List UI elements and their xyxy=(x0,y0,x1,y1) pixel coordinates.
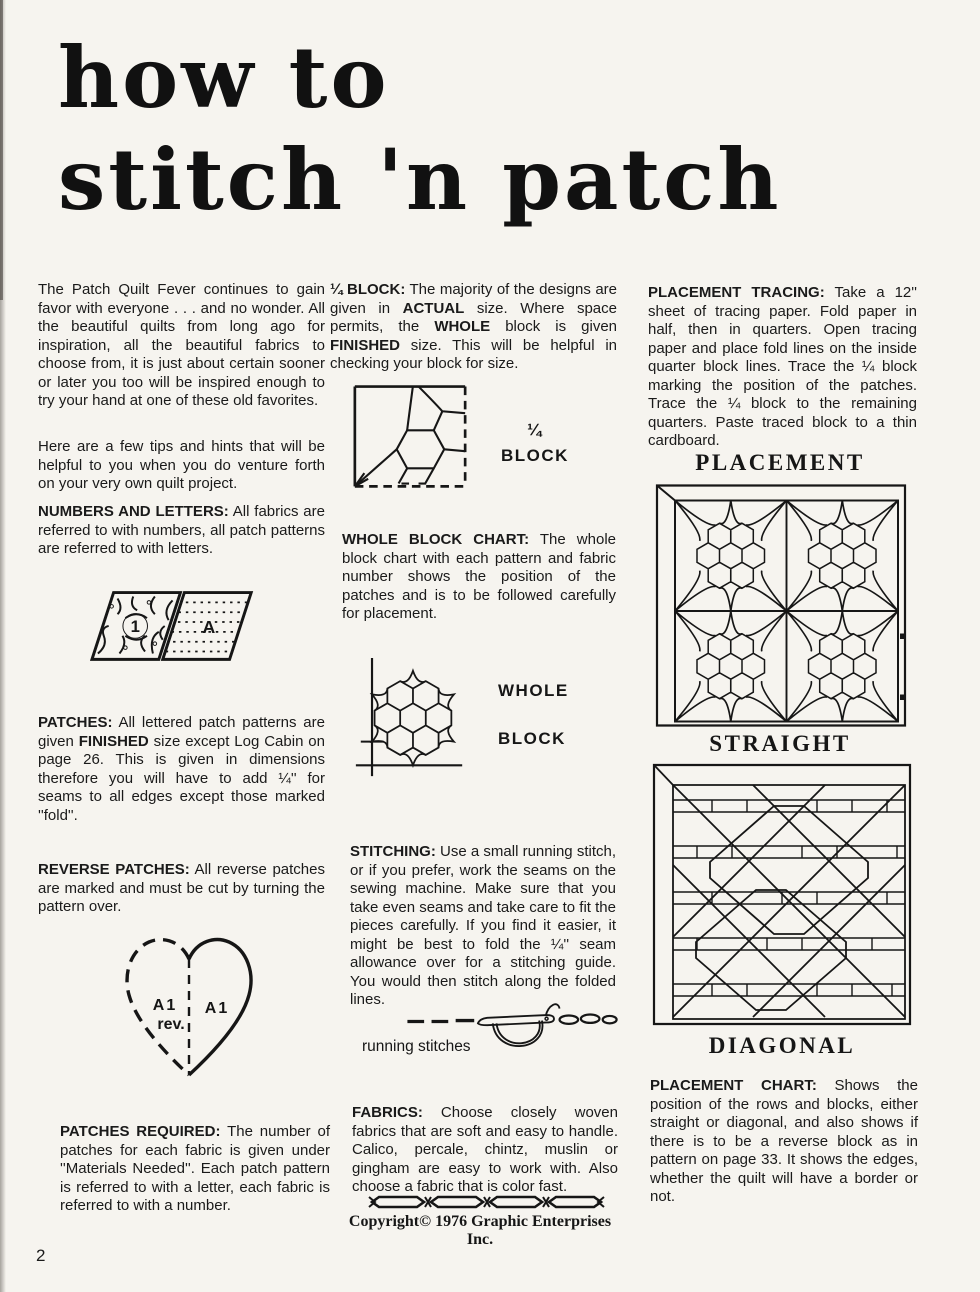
text-run: Use a small running stitch, or if you prefer, work the seams on the sewing machine. Make sure that you take even seams and take care to fit the pieces carefully. If you find it easier, it might be best to fold the ¼'' seam allowance over for a stitching guide. You would then stitch along the folded lines. xyxy=(350,843,616,1008)
fabric-number-label: 1 xyxy=(130,616,140,636)
text-run: All lettered patch patterns are given xyxy=(38,714,325,750)
intro-paragraph-1 xyxy=(38,281,325,411)
section-label: STITCHING: xyxy=(350,843,436,860)
running-stitch-caption: running stitches xyxy=(362,1038,471,1055)
text-run: Here are a few tips and hints that will be helpful to you when you do venture forth on your very own quilt project. xyxy=(38,438,325,492)
copyright-line: Copyright© 1976 Graphic Enterprises Inc. xyxy=(348,1213,612,1248)
placement-chart-paragraph xyxy=(650,1077,918,1207)
text-run: Take a 12'' sheet of tracing paper. Fold paper in half, then in quarters. Open tracing paper and place fold lines on the inside quarter block lines. Trace the ¼ block marking the position of the patches. Trace the ¼ block to the remaining quarters. Paste traced block to a thin cardboard. xyxy=(648,284,917,449)
bold-run: FINISHED xyxy=(330,336,401,354)
placement-heading: PLACEMENT xyxy=(695,450,865,475)
page-edge-dark-line xyxy=(0,0,3,300)
bold-run: WHOLE xyxy=(434,318,491,335)
text-run: Choose closely woven fabrics that are soft and easy to handle. Calico, percale, chintz, muslin or gingham are easy to work with. Also choose a fabric that is color fast. xyxy=(352,1104,618,1195)
text-run: All reverse patches are marked and must be cut by turning the pattern over. xyxy=(38,861,325,915)
text-run: The whole block chart with each pattern and fabric number shows the position of the patches and is to be followed carefully for placement. xyxy=(342,531,616,622)
section-label: FABRICS: xyxy=(352,1104,423,1121)
whole-block-diagram xyxy=(348,656,474,784)
patches-paragraph xyxy=(38,714,325,825)
section-label: NUMBERS AND LETTERS: xyxy=(38,503,229,520)
page-number: 2 xyxy=(36,1246,46,1265)
reverse-patch-heart-diagram xyxy=(118,933,260,1083)
divider-ornament xyxy=(366,1193,606,1211)
left-half-sublabel: rev. xyxy=(157,1016,185,1033)
text-run: The majority of the designs are given in xyxy=(330,281,617,317)
section-label: PATCHES: xyxy=(38,714,113,731)
diagonal-heading: DIAGONAL xyxy=(708,1033,856,1058)
whole-block-caption-1: WHOLE xyxy=(498,681,569,700)
patches-required-paragraph xyxy=(60,1123,330,1216)
straight-placement-chart xyxy=(655,483,907,728)
quarter-block-caption-fraction: ¼ xyxy=(527,420,543,439)
numbers-and-letters-paragraph xyxy=(38,503,325,559)
section-label: PLACEMENT TRACING: xyxy=(648,284,825,301)
text-run: All fabrics are referred to with numbers, all patch patterns are referred to with letters. xyxy=(38,503,325,557)
right-half-label: A1 xyxy=(204,1000,230,1017)
page-title-line1: how to xyxy=(58,28,390,127)
text-run: size except Log Cabin on page 26. This is given in dimensions therefore you will have to add ¼'' for seams to all edges except those marked ''fold''. xyxy=(38,732,325,824)
left-half-label: A1 xyxy=(152,997,178,1014)
patch-sample-diagram xyxy=(90,586,262,664)
section-label: ¼ BLOCK: xyxy=(330,281,406,298)
diagonal-placement-chart xyxy=(652,762,912,1026)
section-label: PLACEMENT CHART: xyxy=(650,1077,817,1094)
whole-block-caption-2: BLOCK xyxy=(498,729,566,748)
text-run: size. Where space permits, the xyxy=(330,299,617,335)
text-run: The Patch Quilt Fever continues to gain favor with everyone . . . and no wonder. All the beautiful quilts from long ago for inspiration, all the beautiful fabrics to choose from, it is just about certain sooner or later you too will be inspired enough to try your hand at one of these old favorites. xyxy=(38,281,325,409)
text-run: size. This will be helpful in checking your block for size. xyxy=(330,336,617,372)
placement-tracing-paragraph xyxy=(648,284,917,451)
fabrics-paragraph xyxy=(352,1104,618,1197)
quarter-block-paragraph xyxy=(330,281,617,374)
bold-run: FINISHED xyxy=(78,732,149,750)
section-label: PATCHES REQUIRED: xyxy=(60,1123,221,1140)
stitching-paragraph xyxy=(350,843,616,1010)
reverse-patches-paragraph xyxy=(38,861,325,917)
intro-paragraph-2 xyxy=(38,438,325,494)
quarter-block-caption-word: BLOCK xyxy=(501,446,569,465)
whole-block-chart-paragraph xyxy=(342,531,616,624)
pattern-letter-label: A xyxy=(202,616,216,637)
page-title-line2: stitch 'n patch xyxy=(58,130,782,229)
text-run: Shows the position of the rows and blocks, either straight or diagonal, and also shows if there is to be a reverse block as in pattern on page 33. It shows the edges, whether the quilt will have a border or not. xyxy=(650,1077,918,1205)
text-run: block is given xyxy=(490,318,618,335)
bold-run: ACTUAL xyxy=(402,299,465,317)
section-label: WHOLE BLOCK CHART: xyxy=(342,531,530,548)
quarter-block-diagram xyxy=(352,380,468,492)
text-run: The number of patches for each fabric is given under ''Materials Needed''. Each patch pattern is referred to with a letter, each fabric is referred to with a number. xyxy=(60,1123,330,1214)
straight-heading: STRAIGHT xyxy=(709,731,851,756)
section-label: REVERSE PATCHES: xyxy=(38,861,190,878)
